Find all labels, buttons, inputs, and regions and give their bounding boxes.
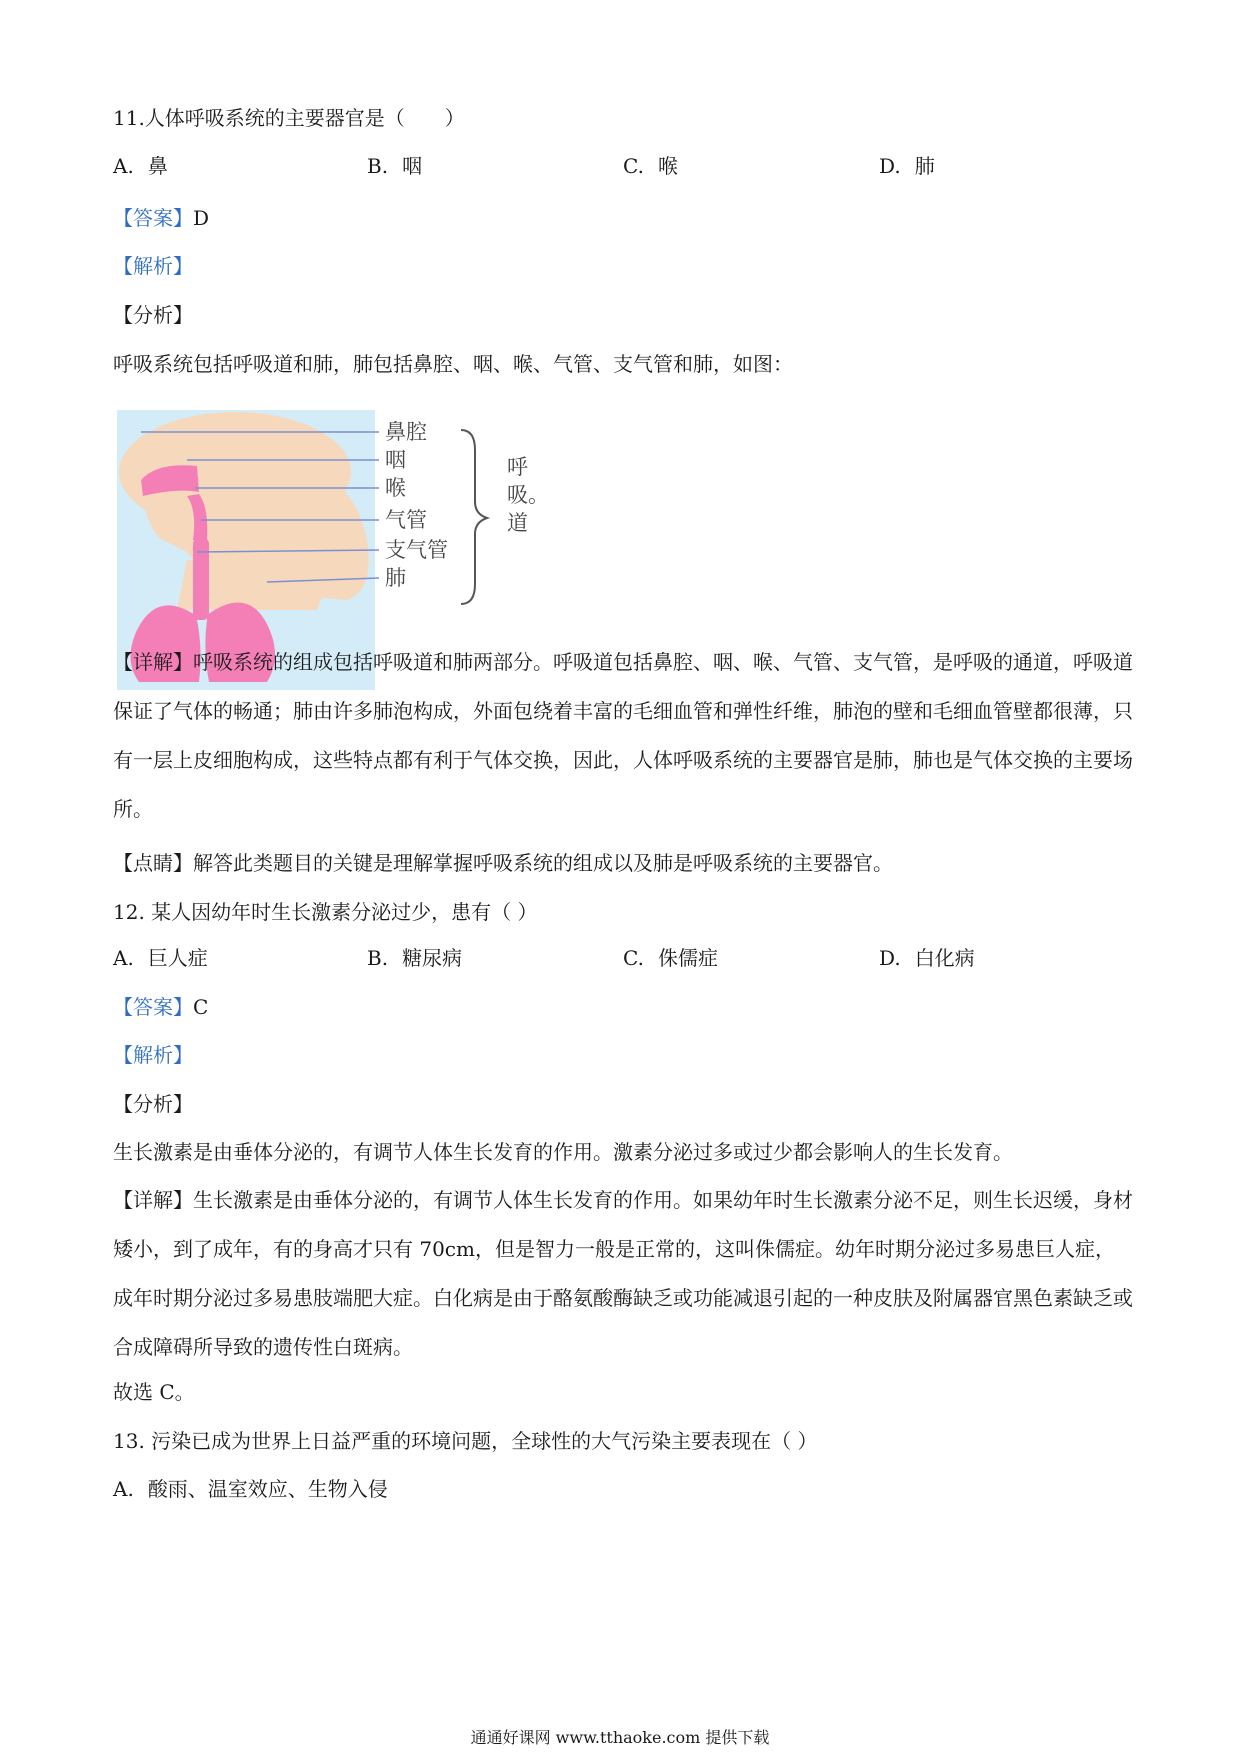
organ-label: 支气管 [385,538,448,562]
q12-option-b [367,944,462,972]
brace-label-char: 吸。 [507,483,549,507]
q11-option-b [367,152,422,180]
q11-option-a [113,152,168,180]
option-text: 侏儒症 [657,946,718,970]
q12-question: 12. 某人因幼年时生长激素分泌过少，患有（ ） [113,900,538,924]
option-text: 糖尿病 [402,946,463,970]
q11-detail [113,638,1133,834]
option-letter: D. [879,154,901,178]
option-text: 肺 [914,154,935,178]
q11-option-d [879,152,935,180]
organ-label: 气管 [385,508,427,532]
organ-labels [385,420,448,590]
q11-question: 11.人体呼吸系统的主要器官是（ ） [113,106,465,130]
option-text: 巨人症 [147,946,208,970]
organ-label: 咽 [385,448,406,472]
option-text: 鼻 [147,154,168,178]
detail-tag: 【详解】 [113,1188,193,1212]
brace-label-char: 道 [507,511,528,535]
answer-tag: 【答案】 [113,206,193,230]
option-letter: A. [113,946,134,970]
point-text: 解答此类题目的关键是理解掌握呼吸系统的组成以及肺是呼吸系统的主要器官。 [193,851,893,875]
q12-option-c [623,944,718,972]
organ-label: 肺 [385,566,406,590]
q13-option-a [113,1475,388,1503]
answer-value: C [193,995,209,1019]
q12-option-a [113,944,208,972]
q12-conclusion: 故选 C。 [113,1380,195,1404]
q12-options [113,944,1133,972]
q12-fenxi-text: 生长激素是由垂体分泌的，有调节人体生长发育的作用。激素分泌过多或过少都会影响人的生长发育。 [113,1140,1013,1164]
page-footer: 通通好课网 www.tthaoke.com 提供下载 [470,1728,770,1747]
detail-tag: 【详解】 [113,650,193,674]
option-letter: D. [879,946,901,970]
q13-question: 13. 污染已成为世界上日益严重的环境问题，全球性的大气污染主要表现在（ ） [113,1429,818,1453]
q12-analysis-tag: 【解析】 [113,1043,193,1067]
option-letter: B. [367,946,389,970]
organ-label: 鼻腔 [385,420,427,444]
option-letter: C. [623,154,644,178]
q11-fenxi-tag: 【分析】 [113,303,193,327]
q12-option-d [879,944,975,972]
answer-tag: 【答案】 [113,995,193,1019]
brace-label-char: 呼 [507,455,528,479]
q12-detail [113,1176,1133,1372]
option-letter: B. [367,154,389,178]
option-letter: A. [113,154,134,178]
option-text: 白化病 [914,946,975,970]
point-tag: 【点睛】 [113,851,193,875]
q11-options [113,152,1133,180]
respiratory-tract-brace [461,430,487,604]
q12-answer [113,993,208,1021]
q11-analysis-tag: 【解析】 [113,254,193,278]
q11-option-c [623,152,678,180]
q11-point [113,849,893,877]
respiratory-tract-label [507,455,549,535]
q12-fenxi-tag: 【分析】 [113,1092,193,1116]
option-letter: C. [623,946,644,970]
answer-value: D [193,206,210,230]
organ-label: 喉 [385,476,406,500]
q11-fenxi-text: 呼吸系统包括呼吸道和肺，肺包括鼻腔、咽、喉、气管、支气管和肺，如图： [113,352,793,376]
option-text: 喉 [657,154,678,178]
option-text: 酸雨、温室效应、生物入侵 [147,1477,388,1501]
detail-text: 生长激素是由垂体分泌的，有调节人体生长发育的作用。如果幼年时生长激素分泌不足，则生长迟缓，身材矮小，到了成年，有的身高才只有 70cm，但是智力一般是正常的，这叫侏儒症。幼年时期分泌过多易患巨人症，成年时期分泌过多易患肢端肥大症。白化病是由于酪氨酸酶缺乏或功能减退引起的一种皮肤及附属器官黑色素缺乏或合成障碍所导致的遗传性白斑病。 [113,1188,1133,1359]
option-text: 咽 [402,154,423,178]
detail-text: 呼吸系统的组成包括呼吸道和肺两部分。呼吸道包括鼻腔、咽、喉、气管、支气管，是呼吸的通道，呼吸道保证了气体的畅通；肺由许多肺泡构成，外面包绕着丰富的毛细血管和弹性纤维，肺泡的壁和毛细血管壁都很薄，只有一层上皮细胞构成，这些特点都有利于气体交换，因此，人体呼吸系统的主要器官是肺，肺也是气体交换的主要场所。 [113,650,1133,821]
q11-answer [113,204,209,232]
option-letter: A. [113,1477,134,1501]
